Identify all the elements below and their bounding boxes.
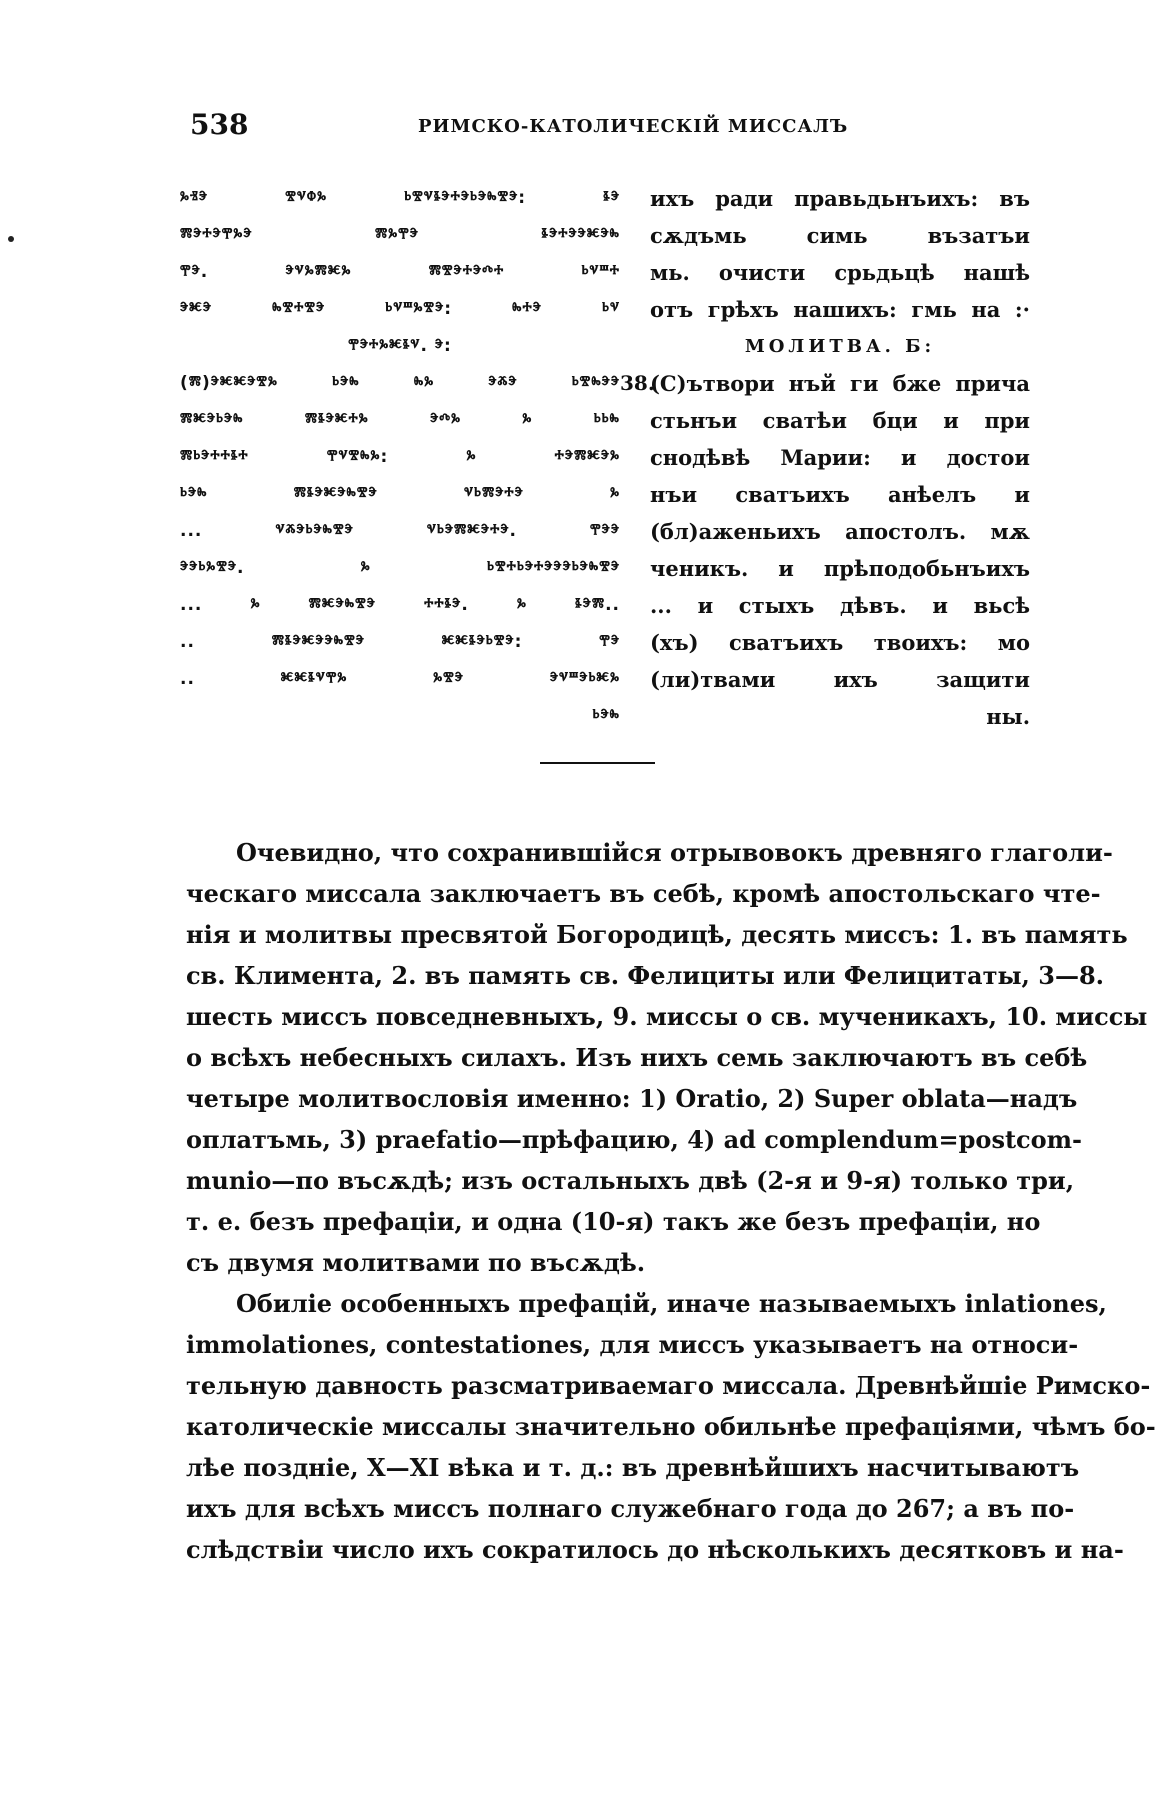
text-line: тельную давность разсматриваемаго миссала. Древнѣйшіе Римско- (186, 1371, 1151, 1400)
cyrillic-line: отъ грѣхъ нашихъ: гмь на :· (650, 297, 1030, 322)
cyrillic-line-text: (С)ътвори нъй ги бже прича (650, 371, 1030, 396)
text-line: т. е. безъ префаціи, и одна (10-я) такъ же безъ префаціи, но (186, 1207, 1041, 1236)
text-line: католическіе миссалы значительно обильнѣе префаціями, чѣмъ бо- (186, 1412, 1156, 1441)
glagolitic-line: .. ⰿⱛⰵⱘⰵⰵⰸⰺⰵ ⱘⱘⱛⰵⱃⰺⰵ: ⰹⰵ (180, 632, 620, 652)
text-line: munio—по въсѫдѣ; изъ остальныхъ двѣ (2-я и 9-я) только три, (186, 1166, 1075, 1195)
paragraph-2 (186, 1283, 1156, 1570)
paragraph-1 (186, 832, 1148, 1283)
text-line: ческаго миссала заключаетъ въ себѣ, кромѣ апостольскаго чте- (186, 879, 1101, 908)
text-line: Обиліе особенныхъ префацій, иначе называемыхъ inlationes, (236, 1289, 1107, 1318)
glagolitic-line: ⱃⰵⰸ ⰿⱛⰵⱘⰵⰸⰺⰵ ⱌⱃⰿⰵⰰⰵ ⰳ (180, 484, 620, 504)
cyrillic-heading: МОЛИТВА. Б: (744, 336, 936, 357)
cyrillic-line (620, 365, 1030, 402)
text-line: Очевидно, что сохранившійся отрывовокъ древняго глаголи- (236, 838, 1113, 867)
glagolitic-line: ⰵⱘⰵ ⰸⰺⰰⰺⰵ ⱃⱌⱎⰳⰺⰵ: ⰸⰰⰵ ⱃⱌ (180, 299, 620, 319)
text-line: четыре молитвословія именно: 1) Oratio, 2) Super oblata—надъ (186, 1084, 1078, 1113)
cyrillic-line: (ли)твами ихъ защити (650, 667, 1030, 692)
glagolitic-line: ⰵⰵⱃⰳⰺⰵ. ⰳ ⱃⰺⰰⱃⰵⰰⰵⰵⰵⱃⰵⰸⰺⰵ (180, 558, 620, 578)
glagolitic-line: ⰿⱃⰵⰰⰰⱛⰰ ⰹⱌⰺⰸⰳ: ⰳ ⰰⰵⰿⱘⰵⰳ (180, 447, 620, 467)
cyrillic-line: ... и стыхъ дѣвъ. и вьсѣ (650, 593, 1030, 618)
cyrillic-line: (хъ) сватъихъ твоихъ: мо (650, 630, 1030, 655)
cyrillic-line: ны. (986, 704, 1030, 729)
text-line: шесть миссъ повседневныхъ, 9. миссы о св. мученикахъ, 10. миссы (186, 1002, 1148, 1031)
cyrillic-line: стьнъи сватѣи бци и при (650, 408, 1030, 433)
cyrillic-line: (бл)аженьихъ апостолъ. мѫ (650, 519, 1030, 544)
text-line: ихъ для всѣхъ миссъ полнаго служебнаго года до 267; а въ по- (186, 1494, 1075, 1523)
glagolitic-line: ... ⱌⰶⰵⱃⰵⰸⰺⰵ ⱌⱃⰵⰿⱘⰵⰰⰵ. ⰹⰵⰵ (180, 521, 620, 541)
parallel-text-columns (180, 180, 1040, 729)
text-line: св. Климента, 2. въ память св. Фелициты или Фелицитаты, 3—8. (186, 961, 1104, 990)
section-divider (540, 762, 655, 764)
cyrillic-line: мь. очисти срьдьцѣ нашѣ (650, 260, 1030, 285)
text-line: immolationes, contestationes, для миссъ указываетъ на относи- (186, 1330, 1079, 1359)
text-line: съ двумя молитвами по въсѫдѣ. (186, 1248, 646, 1277)
margin-mark (8, 236, 14, 242)
glagolitic-line: ... ⰳ ⰿⱘⰵⰸⰺⰵ ⰰⰰⱛⰵ. ⰳ ⱛⰵⰿ.. (180, 595, 620, 615)
page-header (190, 108, 1040, 148)
glagolitic-line: ⰹⰵ. ⰵⱌⰳⰿⱘⰳ ⰿⰺⰵⰰⰵⰴⰰ ⱃⱌⱎⰰ (180, 262, 620, 282)
glagolitic-heading: ⰹⰵⰰⰳⱘⱛⱌ. ⰵ: (348, 336, 452, 356)
cyrillic-line: нъи сватъихъ анѣелъ и (650, 482, 1030, 507)
glagolitic-line: ⰿⱘⰵⱃⰵⰸ ⰿⱛⰵⱘⰰⰳ ⰵⰴⰳ ⰳ ⱃⱃⰸ (180, 410, 620, 430)
text-line: нія и молитвы пресвятой Богородицѣ, десять миссъ: 1. въ память (186, 920, 1128, 949)
cyrillic-column (620, 180, 1030, 735)
text-line: слѣдствіи число ихъ сократилось до нѣсколькихъ десятковъ и на- (186, 1535, 1124, 1564)
page-number: 538 (190, 108, 249, 141)
glagolitic-line: (ⰿ)ⰵⱘⱘⰵⰺⰳ ⱃⰵⰸ ⰸⰳ ⰵⰶⰵ ⱃⰺⰸⰵⰵ (180, 373, 620, 393)
glagolitic-line: ⰿⰵⰰⰵⰹⰳⰵ ⰿⰳⰹⰵ ⱛⰵⰰⰵⰵⱘⰵⰸ (180, 225, 620, 245)
cyrillic-line: снодѣвѣ Марии: и достои (650, 445, 1030, 470)
glagolitic-line: .. ⱘⱘⱛⱌⰹⰳ ⰳⰺⰵ ⰵⱌⱎⰵⱃⱘⰳ (180, 669, 620, 689)
running-title: РИМСКО-КАТОЛИЧЕСКІЙ МИССАЛЪ (418, 116, 849, 137)
text-line: о всѣхъ небесныхъ силахъ. Изъ нихъ семь заключаютъ въ себѣ (186, 1043, 1088, 1072)
body-text (186, 832, 1156, 1570)
verse-marker: 38. (620, 371, 655, 395)
text-line: оплатъмь, 3) praefatio—прѣфацию, 4) ad complendum=postcom- (186, 1125, 1083, 1154)
glagolitic-column (180, 180, 620, 735)
glagolitic-line: ⰳⱐⰵ ⰺⱌⱇⰳ ⱃⰺⱌⱛⰵⰰⰵⱃⰵⰸⰺⰵ: ⱛⰵ (180, 188, 620, 208)
cyrillic-line: ихъ ради правьдьнъихъ: въ (650, 186, 1030, 211)
cyrillic-line: ченикъ. и прѣподобьнъихъ (650, 556, 1030, 581)
text-line: лѣе поздніе, X—XI вѣка и т. д.: въ древнѣйшихъ насчитываютъ (186, 1453, 1080, 1482)
glagolitic-line: ⱃⰵⰸ (592, 706, 620, 726)
cyrillic-line: сѫдъмь симь възатъи (650, 223, 1030, 248)
